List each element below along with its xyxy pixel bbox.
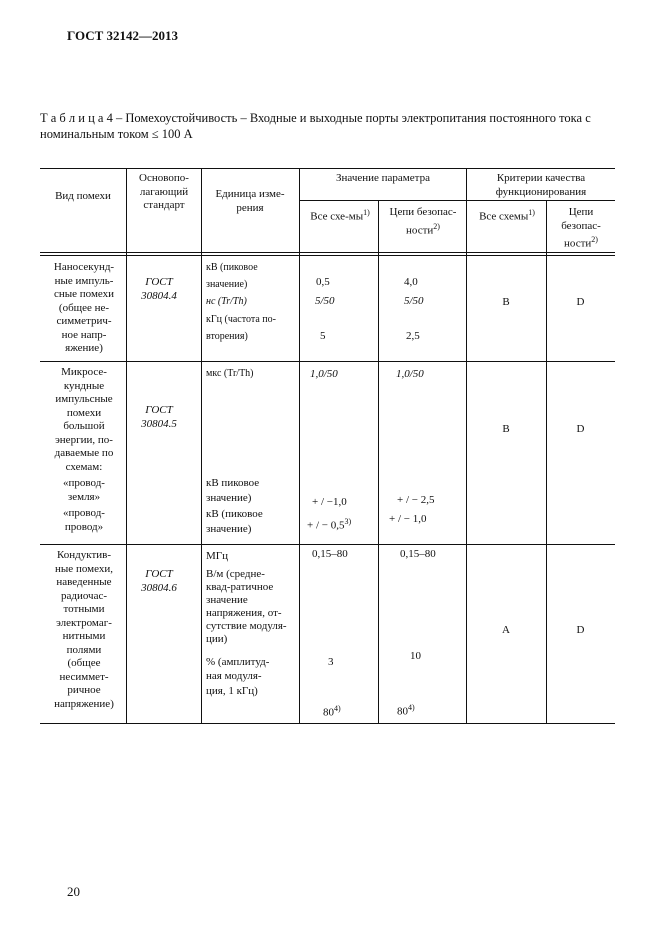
row3-value-all-3 bbox=[323, 702, 341, 720]
row3-crit-safety: D bbox=[576, 624, 585, 636]
row2-value-all-2: + / −1,0 bbox=[312, 496, 347, 508]
row1-standard: ГОСТ 30804.4 bbox=[141, 276, 177, 302]
row2-value-safety-2: + / − 2,5 bbox=[397, 494, 435, 506]
row3-unit-1: МГц bbox=[206, 550, 229, 562]
row1-unit-3: нс (Tr/Th) bbox=[206, 296, 247, 307]
col-header-standard: Основопо-лагающий стандарт bbox=[139, 172, 189, 211]
row3-type-line: тотными bbox=[63, 603, 105, 615]
row2-type bbox=[42, 366, 126, 534]
row3-value-safety-3-note: 4) bbox=[408, 703, 415, 712]
col-rule-4 bbox=[378, 200, 379, 724]
crit-safety-label: Цепи безопас-ности bbox=[561, 206, 601, 250]
value-all-note: 1) bbox=[363, 208, 370, 217]
page-number: 20 bbox=[67, 884, 80, 899]
row1-value-safety-1: 4,0 bbox=[404, 276, 418, 288]
row1-type-line: (общее не- bbox=[58, 301, 110, 314]
row3-type-line: наведенные bbox=[56, 576, 112, 588]
document-header: ГОСТ 32142—2013 bbox=[67, 28, 179, 43]
row2-unit-1-text: мкс (Tr/Th) bbox=[206, 368, 254, 379]
col-header-value-group: Значение параметра bbox=[336, 172, 430, 184]
row3-type-line: ричное bbox=[67, 684, 101, 696]
row1-type bbox=[42, 261, 126, 356]
row2-unit-3: значение) bbox=[206, 492, 252, 504]
col-rule-2 bbox=[201, 168, 202, 724]
row3-type bbox=[42, 549, 126, 711]
row2-unit-1 bbox=[206, 368, 254, 381]
value-all-label: Все схе-мы bbox=[310, 210, 364, 223]
row2-crit-all: B bbox=[502, 423, 510, 435]
row1-crit-all: B bbox=[502, 296, 510, 308]
row2-type-line: даваемые по bbox=[54, 447, 114, 459]
row1-value-safety-3: 2,5 bbox=[406, 330, 420, 342]
row2-type-line: схемам: bbox=[65, 460, 103, 473]
row2-value-safety-1: 1,0/50 bbox=[396, 368, 424, 380]
row1-type-line: ные импуль- bbox=[54, 274, 114, 287]
row2-value-all-3 bbox=[307, 515, 351, 533]
row3-crit-all: A bbox=[502, 624, 510, 636]
value-safety-note: 2) bbox=[433, 221, 440, 231]
row2-type-line: энергии, по- bbox=[55, 433, 113, 446]
row1-unit-1: кВ (пиковое bbox=[206, 262, 258, 273]
row3-unit-8: % (амплитуд- bbox=[206, 656, 270, 668]
row3-type-line: нитными bbox=[62, 630, 106, 642]
row2-type-line: помехи bbox=[66, 406, 102, 419]
row1-type-line: Наносекунд- bbox=[53, 261, 115, 273]
row2-type-line: импульсные bbox=[55, 393, 113, 405]
row1-type-line: симметрич- bbox=[56, 315, 112, 327]
row3-value-safety-1: 0,15–80 bbox=[400, 548, 436, 560]
crit-safety-note: 2) bbox=[591, 235, 598, 244]
row1-type-line: ное напр- bbox=[61, 328, 107, 341]
row2-value-safety-3: + / − 1,0 bbox=[389, 513, 427, 525]
row3-type-line: полями bbox=[66, 643, 102, 656]
row3-unit-4: значение bbox=[206, 594, 248, 606]
row1-value-safety-2: 5/50 bbox=[404, 295, 424, 307]
row3-type-line: радиочас- bbox=[60, 589, 108, 602]
row2-crit-safety: D bbox=[576, 423, 585, 435]
row3-type-line: электромаг- bbox=[56, 616, 112, 629]
col-rule-1 bbox=[126, 168, 127, 724]
criteria-group-label: Критерии качества функционирования bbox=[495, 172, 587, 198]
row2-type-line: Микросе- bbox=[61, 366, 107, 378]
row1-crit-safety: D bbox=[576, 296, 585, 308]
row2-type-line: провод» bbox=[64, 520, 104, 533]
row3-unit-9: ная модуля- bbox=[206, 670, 262, 682]
row1-type-line: сные помехи bbox=[53, 288, 115, 300]
value-safety-label: Цепи безопас-ности bbox=[389, 206, 457, 237]
col-header-type: Вид помехи bbox=[55, 190, 111, 202]
row2-value-all-3-text: + / − 0,5 bbox=[307, 519, 345, 532]
row3-value-all-2: 3 bbox=[328, 656, 334, 668]
col-header-crit-safety bbox=[548, 206, 614, 251]
interference-table bbox=[40, 168, 615, 724]
row2-type-line: земля» bbox=[67, 490, 101, 503]
row2-value-all-1: 1,0/50 bbox=[310, 368, 338, 380]
row3-value-all-1: 0,15–80 bbox=[312, 548, 348, 560]
row1-type-line: яжение) bbox=[65, 342, 103, 354]
row3-type-line: несиммет- bbox=[59, 670, 109, 683]
row1-value-all-2: 5/50 bbox=[315, 295, 335, 307]
row3-unit-5: напряжения, от- bbox=[206, 607, 282, 619]
row3-unit-10: ция, 1 кГц) bbox=[206, 685, 258, 697]
row2-type-line: кундные bbox=[63, 379, 105, 392]
row3-value-all-3-note: 4) bbox=[334, 704, 341, 713]
row2-type-line: «провод- bbox=[63, 507, 105, 519]
row1-unit-4: кГц (частота по- bbox=[206, 314, 276, 325]
col-header-crit-all bbox=[470, 206, 544, 224]
col-rule-3 bbox=[299, 168, 300, 724]
col-rule-6 bbox=[546, 200, 547, 724]
table-caption: Т а б л и ц а 4 – Помехоустойчивость – Входные и выходные порты электропитания постоянного тока с номинальным током ≤ 100 А bbox=[40, 111, 591, 141]
row3-type-line: Кондуктив- bbox=[56, 549, 112, 561]
col-header-criteria-group bbox=[468, 172, 614, 199]
row2-standard: ГОСТ 30804.5 bbox=[141, 404, 177, 430]
row2-unit-2: кВ пиковое bbox=[206, 477, 260, 489]
row1-unit-2: значение) bbox=[206, 279, 248, 290]
row1-unit-5: вторения) bbox=[206, 331, 248, 342]
row1-value-all-1: 0,5 bbox=[316, 276, 330, 288]
row3-unit-6: сутствие модуля- bbox=[206, 620, 287, 632]
row2-unit-4: кВ (пиковое bbox=[206, 508, 263, 520]
col-header-value-safety bbox=[384, 206, 462, 238]
row3-type-line: (общее bbox=[67, 657, 101, 669]
row3-unit-7: ции) bbox=[206, 633, 228, 645]
row2-value-all-3-note: 3) bbox=[344, 517, 352, 526]
col-header-value-all bbox=[304, 206, 376, 224]
row3-unit-3: квад-ратичное bbox=[206, 581, 274, 593]
crit-all-label: Все схемы bbox=[479, 210, 529, 223]
row3-value-safety-2: 10 bbox=[410, 650, 421, 662]
col-header-unit: Единица изме-рения bbox=[215, 188, 285, 214]
row3-unit-2: В/м (средне- bbox=[206, 568, 265, 580]
row2-type-line: большой bbox=[63, 420, 105, 432]
crit-all-note: 1) bbox=[528, 208, 535, 217]
col-rule-5 bbox=[466, 168, 467, 724]
row3-value-safety-3 bbox=[397, 701, 415, 719]
row3-type-line: напряжение) bbox=[54, 697, 114, 710]
row2-type-line: «провод- bbox=[63, 477, 105, 489]
row3-type-line: ные помехи, bbox=[55, 562, 113, 575]
row1-value-all-3: 5 bbox=[320, 330, 326, 342]
row3-value-all-3-text: 80 bbox=[323, 706, 334, 719]
value-group-rule bbox=[299, 200, 615, 201]
row2-unit-5: значение) bbox=[206, 523, 252, 535]
row3-value-safety-3-text: 80 bbox=[397, 705, 408, 718]
row3-standard: ГОСТ 30804.6 bbox=[141, 568, 177, 594]
